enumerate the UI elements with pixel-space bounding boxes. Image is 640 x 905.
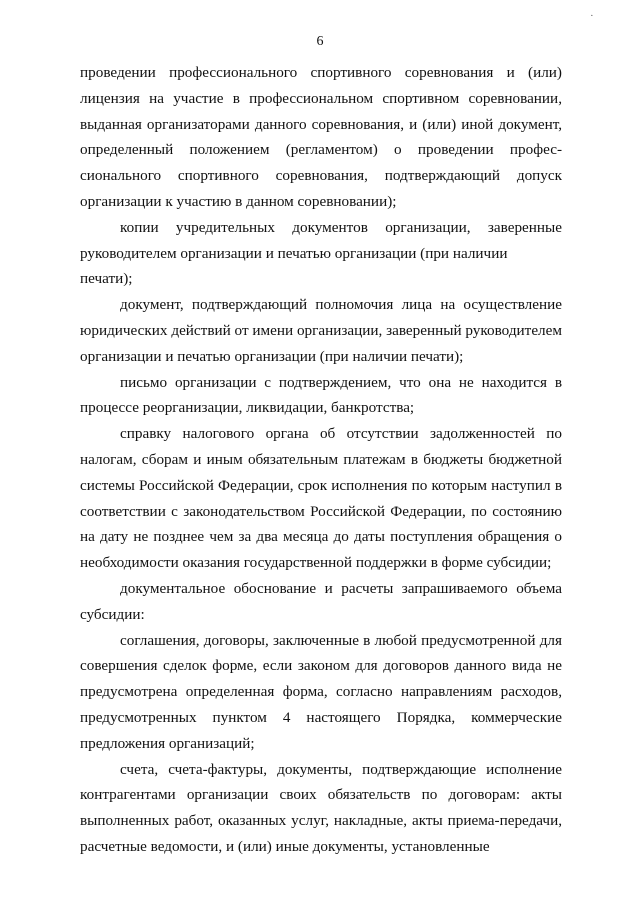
text-line: руководителем организации и печатью организации (при наличии печати); [80, 244, 508, 288]
text-line: проведении профессионального спортивного соревнования и (или) [80, 64, 562, 81]
text-line: совершения сделок форме, если законом для договоров данного вида не [80, 657, 562, 675]
text-line: лицензия на участие в профессиональном спортивном соревновании, [80, 89, 562, 107]
text-line: соглашения, договоры, заключенные в любой предусмотренной для [120, 631, 562, 649]
paragraph [80, 370, 562, 422]
text-line: справку налогового органа об отсутствии задолженностей по [120, 425, 562, 443]
text-line: соответствии с законодательством Российской Федерации, по состоянию [80, 502, 562, 520]
paragraph [80, 60, 562, 215]
text-line: юридических действий от имени организации, заверенный руководителем [80, 321, 562, 339]
text-line: процессе реорганизации, ликвидации, банкротства; [80, 399, 415, 417]
document-body [80, 60, 562, 860]
text-line: субсидии: [80, 605, 145, 623]
text-line: налогам, сборам и иным обязательным платежам в бюджеты бюджетной [80, 450, 562, 468]
text-line: на дату не позднее чем за два месяца до даты поступления обращения о [80, 528, 562, 546]
text-line: выданная организаторами данного соревнования, и (или) иной документ, [80, 115, 562, 133]
text-line: копии учредительных документов организации, заверенные [120, 218, 562, 236]
text-line: предусмотрена определенная форма, согласно направлениям расходов, [80, 683, 562, 701]
text-line: определенный положением (регламентом) о проведении профес- [80, 141, 562, 159]
text-line: сионального спортивного соревнования, подтверждающий допуск [80, 167, 562, 185]
paragraph [80, 421, 562, 576]
paragraph [80, 292, 562, 369]
paragraph [80, 215, 562, 292]
text-line: предложения организаций; [80, 734, 255, 752]
text-line: организации к участию в данном соревновании); [80, 192, 397, 210]
text-line: письмо организации с подтверждением, что она не находится в [120, 373, 562, 391]
text-line: предусмотренных пунктом 4 настоящего Порядка, коммерческие [80, 708, 562, 726]
paragraph [80, 576, 562, 628]
text-line: документальное обоснование и расчеты запрашиваемого объема [120, 579, 562, 597]
text-line: контрагентами организации своих обязательств по договорам: акты [80, 786, 562, 804]
text-line: организации и печатью организации (при наличии печати); [80, 347, 464, 365]
text-line: необходимости оказания государственной поддержки в форме субсидии; [80, 554, 552, 572]
corner-mark: · [590, 10, 594, 22]
text-line: системы Российской Федерации, срок исполнения по которым наступил в [80, 476, 562, 494]
text-line: расчетные ведомости, и (или) иные документы, установленные [80, 837, 490, 855]
text-line: счета, счета-фактуры, документы, подтверждающие исполнение [120, 760, 562, 778]
paragraph [80, 628, 562, 757]
text-line: выполненных работ, оказанных услуг, накладные, акты приема-передачи, [80, 812, 562, 830]
text-line: документ, подтверждающий полномочия лица на осуществление [120, 296, 562, 314]
page-number: 6 [316, 34, 324, 49]
paragraph [80, 757, 562, 860]
